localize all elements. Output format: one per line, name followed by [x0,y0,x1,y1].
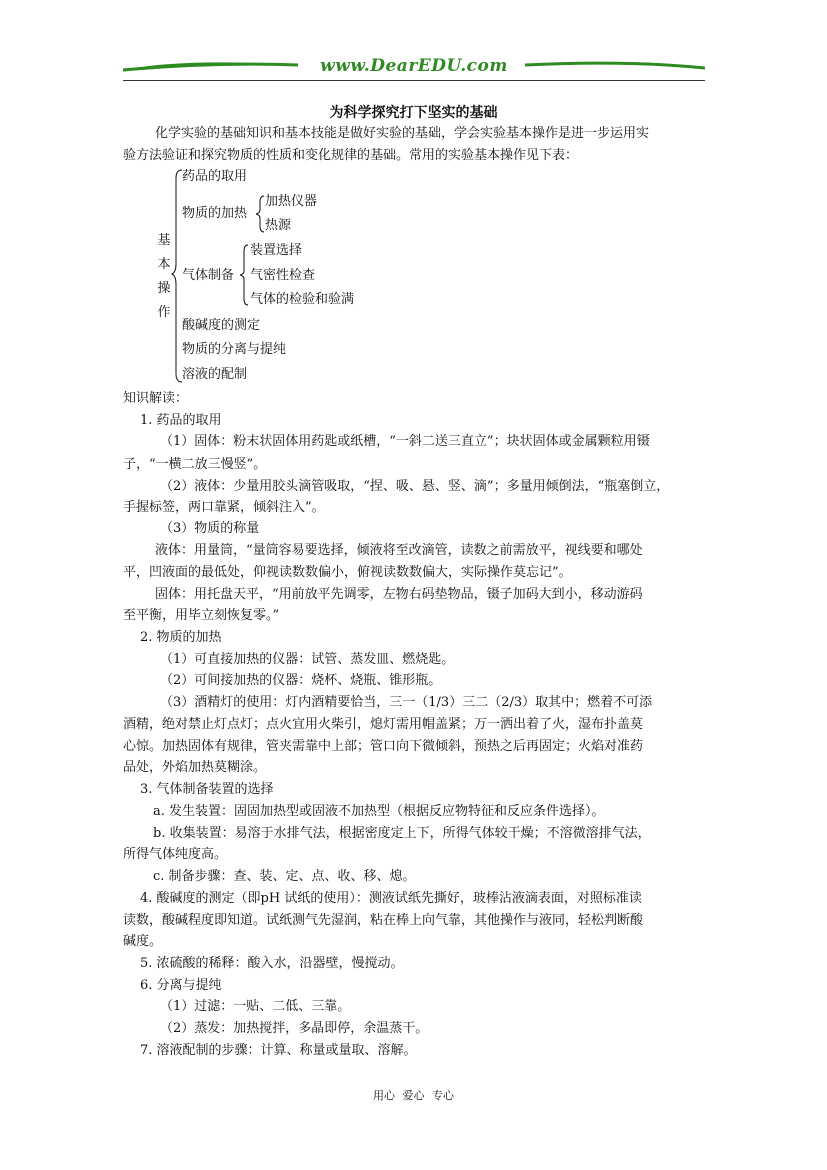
tree-subitem: 加热仪器 [265,194,318,209]
section-heading: 6. 分离与提纯 [140,978,222,993]
paragraph-line: （3）物质的称量 [160,521,260,536]
paragraph-line: （2）蒸发：加热搅拌，多晶即停，余温蒸干。 [160,1021,429,1036]
tree-root-char: 本 [157,257,171,272]
paragraph-line: b. 收集装置：易溶于水排气法，根据密度定上下，所得气体较干燥；不溶微溶排气法， [153,826,651,841]
paragraph-line: 平，凹液面的最低处，仰视读数数偏小，俯视读数数偏大，实际操作莫忘记”。 [123,565,572,580]
site-header [123,52,705,82]
section-heading: 3. 气体制备装置的选择 [140,782,274,797]
paragraph-line: 手握标签，两口靠紧，倾斜注入”。 [123,500,325,515]
paragraph-line: 心惊。加热固体有规律，管夹需靠中上部；管口向下微倾斜，预热之后再固定；火焰对准药 [123,739,644,754]
paragraph-line: a. 发生装置：固固加热型或固液不加热型（根据反应物特征和反应条件选择）。 [153,804,605,819]
paragraph-line: 5. 浓硫酸的稀释：酸入水，沿器壁，慢搅动。 [140,956,404,971]
paragraph-line: 酒精，绝对禁止灯点灯；点火宜用火柴引，熄灯需用帽盖紧；万一洒出着了火，湿布扑盖莫 [123,717,644,732]
paragraph-line: 液体：用量筒，“量筒容易要选择，倾液将至改滴管，读数之前需放平，视线要和哪处 [155,543,643,558]
page-footer: 用心 爱心 专心 [373,1089,454,1102]
tree-subitem: 热源 [265,218,292,233]
paragraph-line: （2）可间接加热的仪器：烧杯、烧瓶、锥形瓶。 [160,673,442,688]
tree-item: 溶液的配制 [182,367,248,382]
tree-root-char: 操 [157,281,171,296]
paragraph-line: 子，“一横二放三慢竖”。 [123,457,267,472]
paragraph-line: （1）固体：粉末状固体用药匙或纸槽，“一斜二送三直立”；块状固体或金属颗粒用镊 [160,434,650,449]
paragraph-line: 读数，酸碱程度即知道。试纸测气先湿润，粘在棒上向气靠，其他操作与液同，轻松判断酸 [123,913,644,928]
paragraph-line: （1）可直接加热的仪器：试管、蒸发皿、燃烧匙。 [160,652,455,667]
intro-line: 验方法验证和探究物质的性质和变化规律的基础。常用的实验基本操作见下表： [123,148,579,163]
paragraph-line: 至平衡，用毕立刻恢复零。” [123,608,280,623]
tree-item: 物质的分离与提纯 [182,342,287,357]
tree-subitem: 气体的检验和验满 [250,292,355,307]
paragraph-line: （2）液体：少量用胶头滴管吸取，“捏、吸、悬、竖、滴”；多量用倾倒法，“瓶塞倒立， [160,479,670,494]
gas-brace [240,243,250,309]
tree-subitem: 装置选择 [250,243,303,258]
paragraph-line: 所得气体纯度高。 [123,847,228,862]
page-title: 为科学探究打下坚实的基础 [329,105,498,121]
tree-item: 气体制备 [182,268,235,283]
header-rule [123,80,705,81]
tree-item: 物质的加热 [182,206,248,221]
paragraph-line: c. 制备步骤：查、装、定、点、收、移、熄。 [153,869,416,884]
tree-subitem: 气密性检查 [250,268,316,283]
section-heading: 1. 药品的取用 [140,413,222,428]
intro-line: 化学实验的基础知识和基本技能是做好实验的基础，学会实验基本操作是进一步运用实 [155,126,650,141]
site-logo-text: www.DearEDU.com [320,56,508,76]
tree-item: 酸碱度的测定 [182,318,261,333]
tree-root-char: 基 [157,233,171,248]
paragraph-line: 7. 溶液配制的步骤：计算、称量或量取、溶解。 [140,1043,417,1058]
tree-item: 药品的取用 [182,169,248,184]
paragraph-line: （3）酒精灯的使用：灯内酒精要恰当，三一（1/3）三二（2/3）取其中；燃着不可添 [160,695,653,710]
paragraph-line: 固体：用托盘天平，“用前放平先调零，左物右码垫物品，镊子加码大到小，移动游码 [155,587,643,602]
tree-root-char: 作 [157,305,171,320]
section-heading: 知识解读： [123,391,189,406]
paragraph-line: 4. 酸碱度的测定（即pH 试纸的使用）：测液试纸先撕好，玻棒沾液滴表面，对照标准读 [140,891,642,906]
paragraph-line: 碱度。 [123,934,163,949]
paragraph-line: （1）过滤：一贴、二低、三靠。 [160,999,351,1014]
section-heading: 2. 物质的加热 [140,630,222,645]
paragraph-line: 品处，外焰加热莫糊涂。 [123,760,267,775]
